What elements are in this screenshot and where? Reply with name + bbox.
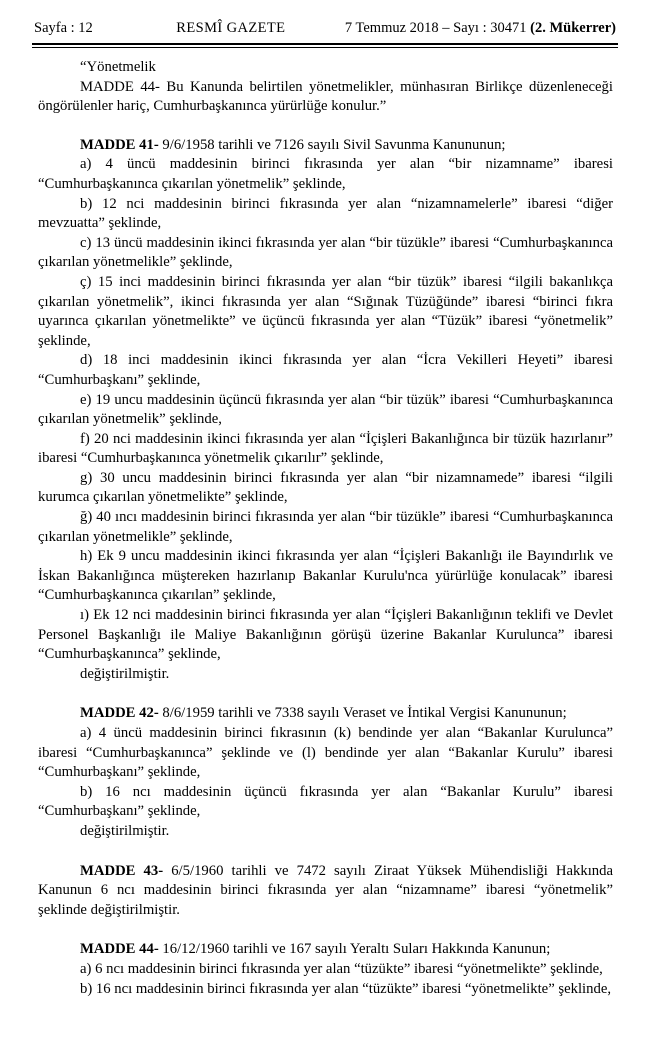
madde-44-label: MADDE 44- [80, 941, 159, 958]
madde-41-label: MADDE 41- [80, 136, 159, 153]
madde-44-heading [38, 940, 613, 960]
issue-info [345, 20, 616, 37]
issue-date-number: 7 Temmuz 2018 – Sayı : 30471 [344, 20, 527, 36]
madde-44-intro: 16/12/1960 tarihli ve 167 sayılı Yeraltı Suları Hakkında Kanunun; [158, 941, 551, 958]
madde-42-heading [38, 704, 613, 724]
madde-41-closing: değiştirilmiştir. [80, 665, 170, 682]
quoted-madde44-paragraph: MADDE 44- Bu Kanunda belirtilen yönetmelikler, münhasıran Birlikçe düzenleneceği öngörülenler hariç, Cumhurbaşkanınca yürürlüğe konulur.” [38, 78, 613, 115]
madde-41-item-c: c) 13 üncü maddesinin ikinci fıkrasında yer alan “bir tüzükle” ibaresi “Cumhurbaşkanınca çıkarılan yönetmelikle” şeklinde, [38, 234, 613, 271]
divider-line-thin [32, 47, 618, 48]
madde-42-item-b: b) 16 ncı maddesinin üçüncü fıkrasında yer alan “Bakanlar Kurulu” ibaresi “Cumhurbaşkanı” şeklinde, [38, 783, 613, 820]
paragraph-gap [38, 920, 613, 940]
page-number-label: Sayfa : 12 [34, 20, 93, 36]
madde-41-item-d: d) 18 inci maddesinin ikinci fıkrasında yer alan “İcra Vekilleri Heyeti” ibaresi “Cumhurbaşkanı” şeklinde, [38, 352, 613, 388]
madde-42-label: MADDE 42- [80, 705, 159, 722]
madde-41-item-i: ı) Ek 12 nci maddesinin birinci fıkrasında yer alan “İçişleri Bakanlığının teklifi ve Devlet Personel Başkanlığı ile Maliye Bakanlığının görüşü üzerine Bakanlar Kurulunca” ibaresi “Cumhurbaşkanınca” şeklinde, [38, 607, 613, 663]
paragraph-gap [38, 842, 613, 862]
madde-41-item-b: b) 12 nci maddesinin birinci fıkrasında yer alan “nizamnamelerle” ibaresi “diğer mevzuatta” şeklinde, [38, 195, 613, 232]
madde-41-item-a: a) 4 üncü maddesinin birinci fıkrasında yer alan “bir nizamname” ibaresi “Cumhurbaşkanınca çıkarılan yönetmelik” şeklinde, [38, 156, 613, 192]
header-divider-rule [32, 43, 618, 48]
divider-line-thick [32, 43, 618, 45]
madde-41-item-g: g) 30 uncu maddesinin birinci fıkrasında yer alan “bir nizamnamede” ibaresi “ilgili kurumca çıkarılan yönetmelikte” şeklinde, [38, 469, 613, 506]
madde-41-item-f: f) 20 nci maddesinin ikinci fıkrasında yer alan “İçişleri Bakanlığınca bir tüzük hazırlanır” ibaresi “Cumhurbaşkanınca yönetmelik çıkarılır” şeklinde, [38, 430, 613, 467]
madde-44-item-b: b) 16 ncı maddesinin birinci fıkrasında yer alan “tüzükte” ibaresi “yönetmelikte” şeklinde, [80, 980, 612, 997]
madde-43-paragraph [38, 862, 613, 921]
madde-42-intro: 8/6/1959 tarihli ve 7338 sayılı Veraset ve İntikal Vergisi Kanununun; [158, 705, 567, 722]
document-body [38, 58, 613, 999]
gazette-title: RESMÎ GAZETE [176, 20, 286, 36]
madde-44-item-a: a) 6 ncı maddesinin birinci fıkrasında yer alan “tüzükte” ibaresi “yönetmelikte” şeklinde, [80, 960, 603, 977]
madde-41-item-gg: ğ) 40 ıncı maddesinin birinci fıkrasında yer alan “bir tüzükle” ibaresi “Cumhurbaşkanınca çıkarılan yönetmelikle” şeklinde, [38, 509, 613, 545]
paragraph-gap [38, 117, 613, 136]
madde-41-item-cc: ç) 15 inci maddesinin birinci fıkrasında yer alan “bir tüzük” ibaresi “ilgili bakanlıkça çıkarılan yönetmelik”, ikinci fıkrasında yer alan “Sığınak Tüzüğünde” ibaresi “birinci fıkra uyarınca çıkarılan yönetmelikte” ve üçüncü fıkrasında yer alan “Tüzük” ibaresi “yönetmelik” şeklinde, [38, 273, 613, 349]
quoted-heading: “Yönetmelik [80, 59, 156, 75]
madde-41-item-e: e) 19 uncu maddesinin üçüncü fıkrasında yer alan “bir tüzük” ibaresi “Cumhurbaşkanınca çıkarılan yönetmelik” şeklinde, [38, 391, 613, 428]
madde-41-heading [38, 136, 613, 156]
madde-43-label: MADDE 43- [80, 862, 164, 879]
mukerrer-label: (2. Mükerrer) [530, 20, 616, 36]
madde-42-closing: değiştirilmiştir. [80, 822, 170, 839]
madde-43-text: 6/5/1960 tarihli ve 7472 sayılı Ziraat Yüksek Mühendisliği Hakkında Kanunun 6 ncı maddesinin birinci fıkrasında yer alan “nizamname” ibaresi “yönetmelik” şeklinde değiştirilmiştir. [38, 862, 613, 918]
madde-41-intro: 9/6/1958 tarihli ve 7126 sayılı Sivil Savunma Kanununun; [158, 136, 506, 153]
paragraph-gap [38, 684, 613, 704]
page-header [34, 20, 616, 42]
madde-42-item-a: a) 4 üncü maddesinin birinci fıkrasının (k) bendinde yer alan “Bakanlar Kurulunca” ibaresi “Cumhurbaşkanınca” şeklinde ve (l) bendinde yer alan “Bakanlar Kurulu” ibaresi “Cumhurbaşkanı” şeklinde, [38, 725, 613, 781]
madde-41-item-h: h) Ek 9 uncu maddesinin ikinci fıkrasında yer alan “İçişleri Bakanlığı ile Bayındırlık ve İskan Bakanlığınca müştereken hazırlanıp Bakanlar Kurulu'nca yürürlüğe konulacak” ibaresi “Cumhurbaşkanınca çıkarılan” şeklinde, [38, 548, 613, 604]
